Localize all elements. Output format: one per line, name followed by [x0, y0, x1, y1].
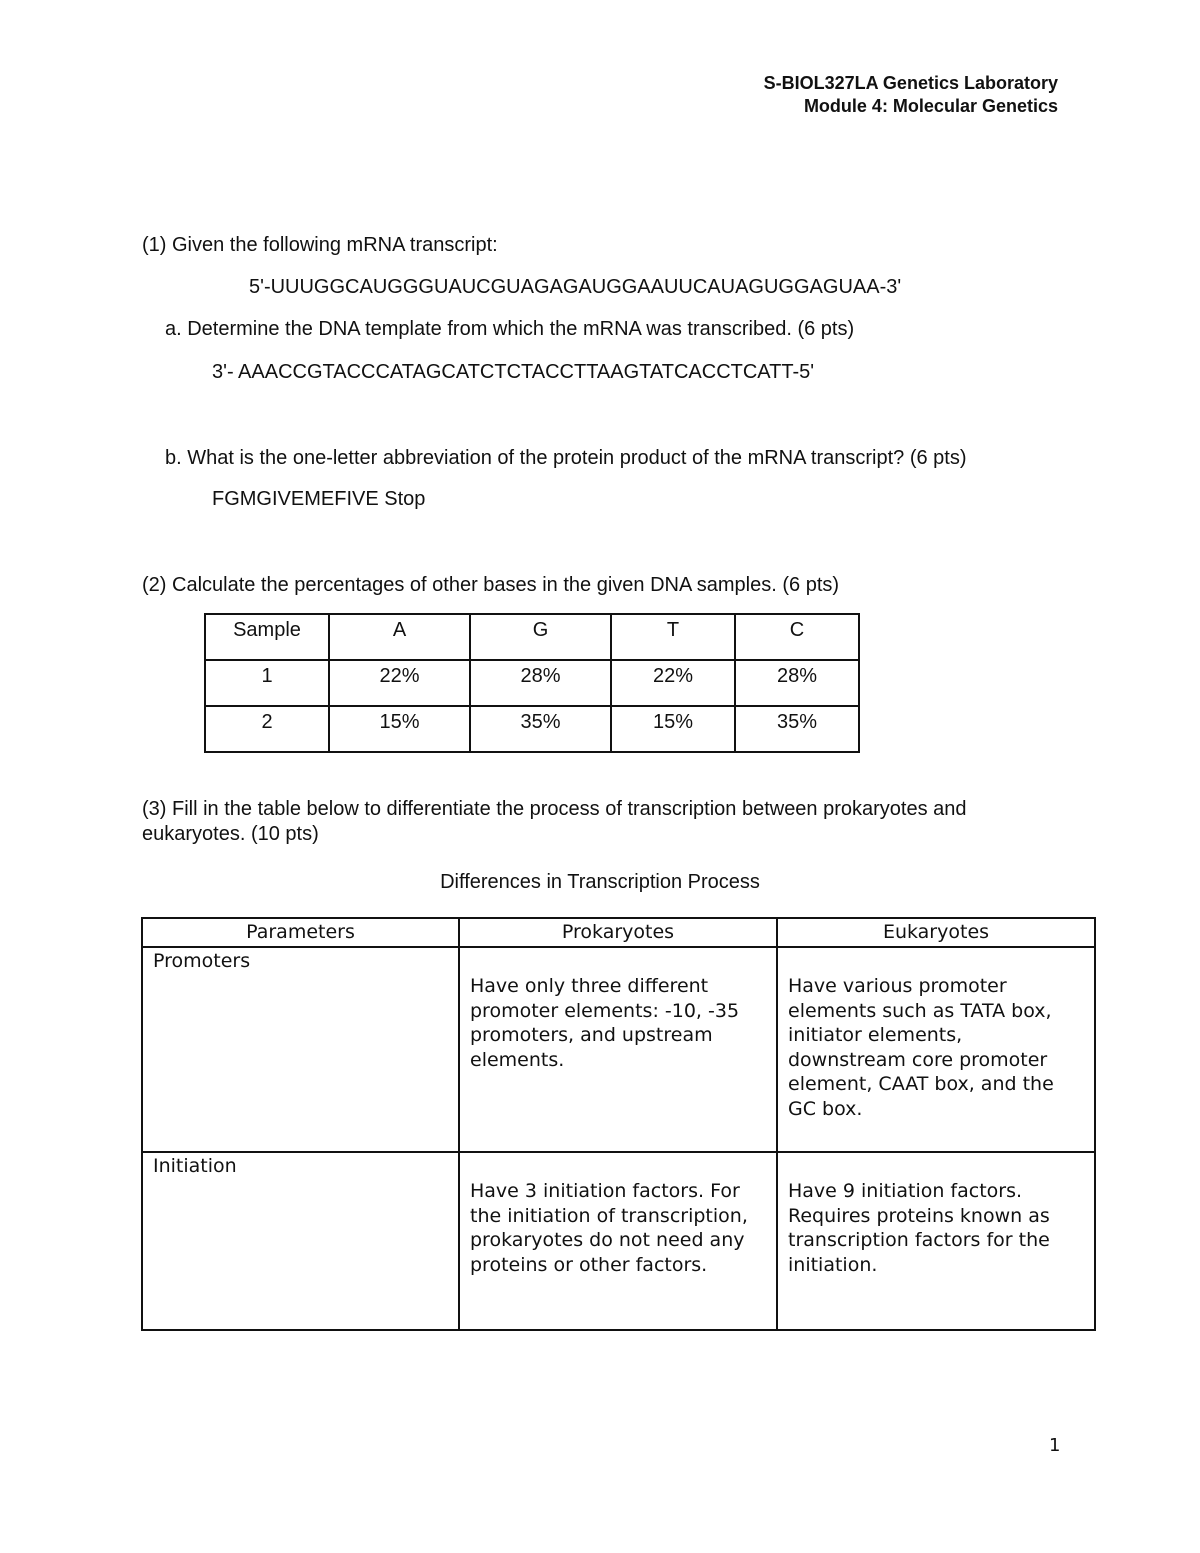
module-title: Module 4: Molecular Genetics — [803, 96, 1058, 116]
mrna-sequence: 5'-UUUGGCAUGGGUAUCGUAGAGAUGGAAUUCAUAGUGGAGUAA-3' — [249, 276, 902, 298]
table-cell: 28% — [735, 660, 859, 706]
header-cell: C — [735, 614, 859, 660]
page-number: 1 — [1049, 1435, 1061, 1456]
table-cell: 1 — [205, 660, 329, 706]
table-cell: 22% — [611, 660, 735, 706]
table-cell: 35% — [735, 706, 859, 752]
table-cell: 15% — [329, 706, 470, 752]
parameter-cell — [142, 1152, 459, 1330]
question-1-prompt: (1) Given the following mRNA transcript: — [142, 234, 498, 256]
question-1a-prompt: a. Determine the DNA template from which the mRNA was transcribed. (6 pts) — [165, 318, 855, 340]
course-title: S-BIOL327LA Genetics Laboratory — [763, 73, 1058, 93]
eukaryotes-text: Have various promoter elements such as TATA box, initiator elements, downstream core promoter element, CAAT box, and the GC box. — [788, 975, 1054, 1120]
question-1b-prompt: b. What is the one-letter abbreviation of the protein product of the mRNA transcript? (6 pts) — [165, 447, 967, 469]
document-header — [764, 72, 1058, 118]
header-cell: A — [329, 614, 470, 660]
parameter-cell — [142, 947, 459, 1152]
table-header-row — [205, 614, 859, 660]
header-cell: G — [470, 614, 611, 660]
table-row — [142, 1152, 1095, 1330]
table-row — [205, 660, 859, 706]
base-percentage-table — [204, 613, 860, 753]
question-3-prompt: (3) Fill in the table below to differentiate the process of transcription between prokaryotes and eukaryotes. (10 pts) — [142, 798, 967, 845]
header-cell: Parameters — [142, 918, 459, 947]
eukaryotes-cell — [777, 947, 1095, 1152]
question-1b-answer: FGMGIVEMEFIVE Stop — [212, 488, 426, 510]
table-cell: 22% — [329, 660, 470, 706]
table-row — [142, 947, 1095, 1152]
table-cell: 28% — [470, 660, 611, 706]
table-row — [205, 706, 859, 752]
prokaryotes-cell — [459, 1152, 777, 1330]
table-cell: 35% — [470, 706, 611, 752]
header-cell: Sample — [205, 614, 329, 660]
table-caption: Differences in Transcription Process — [440, 871, 760, 893]
eukaryotes-text: Have 9 initiation factors. Requires proteins known as transcription factors for the initiation. — [788, 1180, 1050, 1276]
header-cell: T — [611, 614, 735, 660]
question-1a-answer: 3'- AAACCGTACCCATAGCATCTCTACCTTAAGTATCACCTCATT-5' — [212, 361, 815, 383]
prokaryotes-text: Have only three different promoter elements: -10, -35 promoters, and upstream elements. — [470, 975, 740, 1071]
question-2-prompt: (2) Calculate the percentages of other bases in the given DNA samples. (6 pts) — [142, 574, 840, 596]
header-cell: Prokaryotes — [459, 918, 777, 947]
transcription-differences-table — [141, 917, 1096, 1331]
header-cell: Eukaryotes — [777, 918, 1095, 947]
parameter-label: Initiation — [153, 1155, 237, 1177]
table-header-row — [142, 918, 1095, 947]
prokaryotes-cell — [459, 947, 777, 1152]
eukaryotes-cell — [777, 1152, 1095, 1330]
table-cell: 15% — [611, 706, 735, 752]
prokaryotes-text: Have 3 initiation factors. For the initiation of transcription, prokaryotes do not need any proteins or other factors. — [470, 1180, 748, 1276]
table-cell: 2 — [205, 706, 329, 752]
parameter-label: Promoters — [153, 950, 251, 972]
